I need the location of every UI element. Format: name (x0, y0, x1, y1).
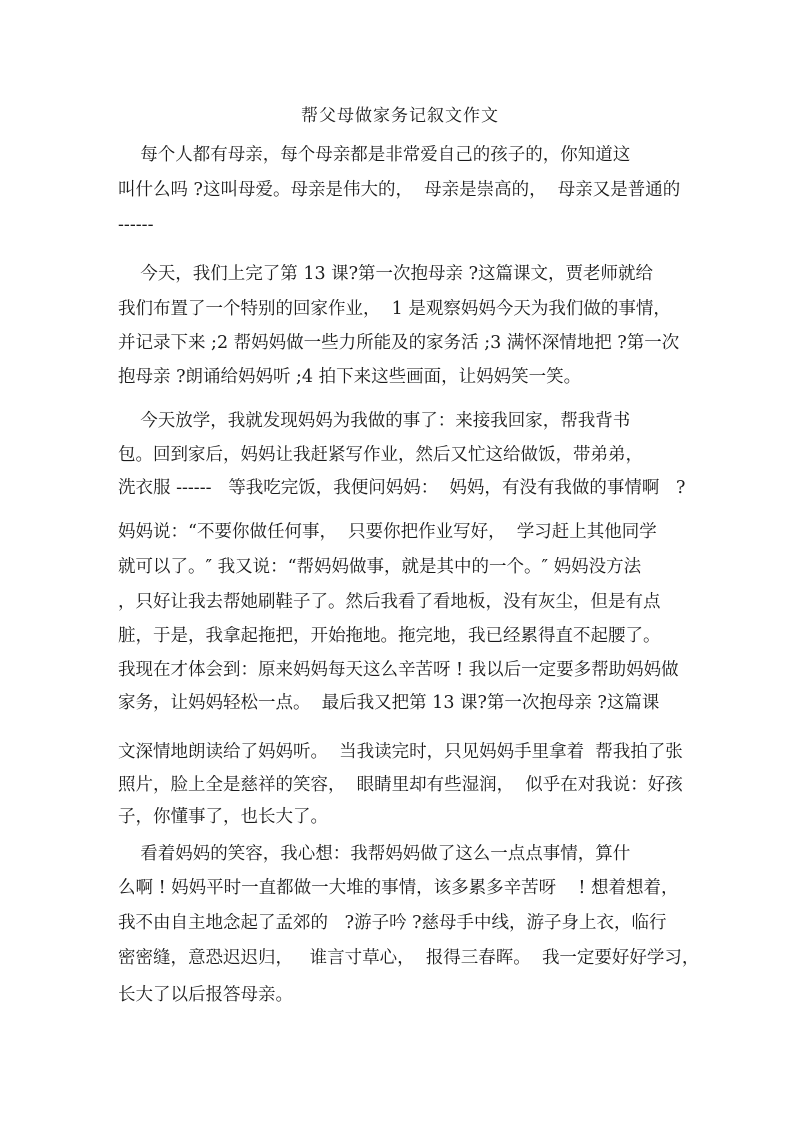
text-line: 今天，我们上完了第 13 课?第一次抱母亲 ?这篇课文，贾老师就给 (118, 264, 653, 284)
text-line: 每个人都有母亲，每个母亲都是非常爱自己的孩子的，你知道这 (118, 145, 631, 165)
text-line: 长大了以后报答母亲。 (118, 985, 293, 1005)
text-line: 叫什么吗 ?这叫母爱。母亲是伟大的， 母亲是崇高的， 母亲又是普通的 (118, 180, 681, 200)
text-line: ，只好让我去帮她刷鞋子了。然后我看了看地板，没有灰尘，但是有点 (118, 592, 661, 612)
text-line: 子，你懂事了，也长大了。 (118, 807, 328, 827)
page-title: 帮父母做家务记叙文作文 (301, 106, 499, 126)
text-line: 我们布置了一个特别的回家作业， 1 是观察妈妈今天为我们做的事情， (118, 299, 671, 319)
text-line: 妈妈说：“不要你做任何事， 只要你把作业写好， 学习赶上其他同学 (118, 522, 657, 542)
text-line: 文深情地朗读给了妈妈听。 当我读完时，只见妈妈手里拿着 帮我拍了张 (118, 742, 683, 762)
text-line: 看着妈妈的笑容，我心想：我帮妈妈做了这么一点点事情，算什 (118, 844, 631, 864)
text-line: 包。回到家后，妈妈让我赶紧写作业，然后又忙这给做饭，带弟弟， (118, 445, 643, 465)
text-line: 我不由自主地念起了孟郊的 ?游子吟 ?慈母手中线，游子身上衣，临行 (118, 913, 667, 933)
text-line: ------ (118, 215, 154, 235)
text-line: 么啊 ! 妈妈平时一直都做一大堆的事情，该多累多辛苦呀 ! 想着想着， (118, 878, 679, 898)
text-line: 今天放学，我就发现妈妈为我做的事了：来接我回家，帮我背书 (118, 411, 631, 431)
text-line: 洗衣服 ------ 等我吃完饭，我便问妈妈： 妈妈，有没有我做的事情啊 ? (118, 478, 686, 498)
text-line: 我现在才体会到：原来妈妈每天这么辛苦呀 ! 我以后一定要多帮助妈妈做 (118, 660, 679, 680)
text-line: 并记录下来 ;2 帮妈妈做一些力所能及的家务活 ;3 满怀深情地把 ?第一次 (118, 333, 680, 353)
text-line: 就可以了。″ 我又说：“帮妈妈做事，就是其中的一个。″ 妈妈没方法 (118, 557, 642, 577)
text-line: 抱母亲 ?朗诵给妈妈听 ;4 拍下来这些画面，让妈妈笑一笑。 (118, 367, 582, 387)
text-line: 密密缝，意恐迟迟归， 谁言寸草心， 报得三春晖。 我一定要好好学习， (118, 948, 700, 968)
text-line: 脏，于是，我拿起拖把，开始拖地。拖完地，我已经累得直不起腰了。 (118, 626, 661, 646)
text-line: 照片，脸上全是慈祥的笑容， 眼睛里却有些湿润， 似乎在对我说：好孩 (118, 775, 683, 795)
text-line: 家务，让妈妈轻松一点。 最后我又把第 13 课?第一次抱母亲 ?这篇课 (118, 693, 660, 713)
